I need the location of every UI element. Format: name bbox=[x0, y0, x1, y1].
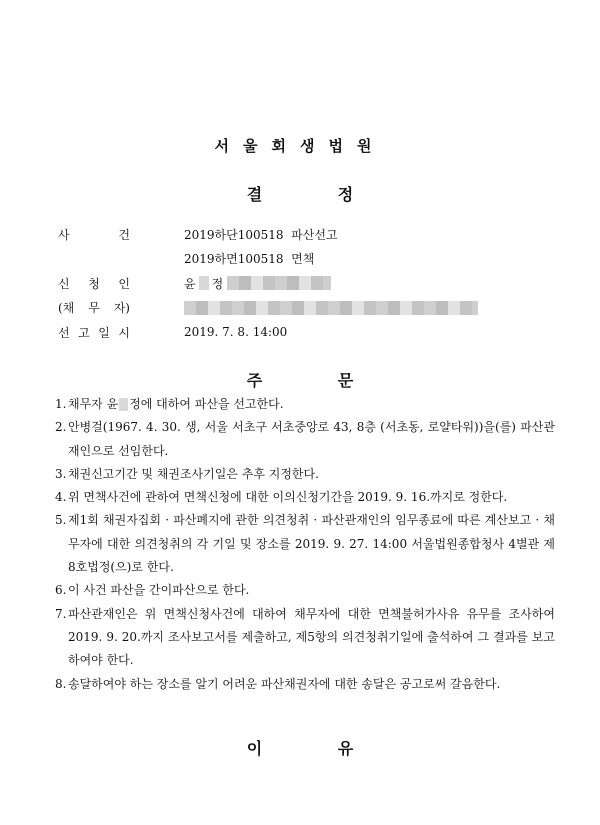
order-item: 6. 이 사건 파산을 간이파산으로 한다. bbox=[55, 583, 250, 598]
case-info bbox=[58, 222, 478, 345]
applicant-row bbox=[58, 271, 478, 296]
redaction bbox=[227, 276, 331, 290]
decision-date: 2019. 7. 8. 14:00 bbox=[184, 325, 288, 340]
title-char: 결 bbox=[246, 185, 263, 204]
order-item: 8. 송달하여야 하는 장소를 알기 어려운 파산채권자에 대한 송달은 공고로써 갈음한다. bbox=[55, 676, 501, 691]
case-label: 사 건 bbox=[58, 227, 130, 242]
order-item: 4. 위 면책사건에 관하여 면책신청에 대한 이의신청기간을 2019. 9. 16.까지로 정한다. bbox=[55, 490, 508, 505]
debtor-row bbox=[58, 296, 478, 321]
redaction bbox=[199, 276, 209, 290]
order-heading: 주 문 bbox=[246, 371, 354, 390]
order-item: 3. 채권신고기간 및 채권조사기일은 추후 지정한다. bbox=[55, 466, 319, 481]
order-item: 1. 채무자 윤 정에 대하여 파산을 선고한다. bbox=[55, 397, 284, 411]
court-name: 서울회생법원 bbox=[214, 137, 386, 155]
reason-heading: 이 유 bbox=[246, 739, 354, 758]
document-title bbox=[0, 182, 600, 205]
order-item: 7. 파산관재인은 위 면책신청사건에 대하여 채무자에 대한 면책불허가사유 유무를 조사하여 2019. 9. 20.까지 조사보고서를 제출하고, 제5항의 의견청취기일에 출석하여 그 결과를 보고하여야 한다. bbox=[55, 606, 555, 668]
title-char: 정 bbox=[337, 185, 354, 204]
order-item: 2. 안병걸(1967. 4. 30. 생, 서울 서초구 서초중앙로 43, 8층 (서초동, 로얄타워))을(를) 파산관재인으로 선임한다. bbox=[55, 420, 555, 458]
date-row bbox=[58, 320, 478, 345]
debtor-label: (채 무 자) bbox=[58, 301, 130, 316]
order-item: 5. 제1회 채권자집회 · 파산폐지에 관한 의견청취 · 파산관재인의 임무종료에 따른 계산보고 · 채무자에 대한 의견청취의 각 기일 및 장소를 2019. 9. 27. 14:00 서울법원종합청사 4별관 제8호법정(으)로 한다. bbox=[55, 513, 555, 575]
case-row-2 bbox=[58, 247, 478, 272]
redaction bbox=[184, 301, 478, 315]
redaction bbox=[119, 398, 128, 411]
case-row bbox=[58, 222, 478, 247]
debtor-address bbox=[184, 301, 478, 315]
case-number-1: 2019하단100518 파산선고 bbox=[184, 227, 338, 242]
order-list bbox=[55, 393, 555, 696]
applicant-name: 윤 정 bbox=[184, 275, 331, 292]
date-label: 선 고 일 시 bbox=[58, 325, 130, 340]
applicant-label: 신 청 인 bbox=[58, 276, 130, 291]
case-number-2: 2019하면100518 면책 bbox=[184, 252, 315, 267]
